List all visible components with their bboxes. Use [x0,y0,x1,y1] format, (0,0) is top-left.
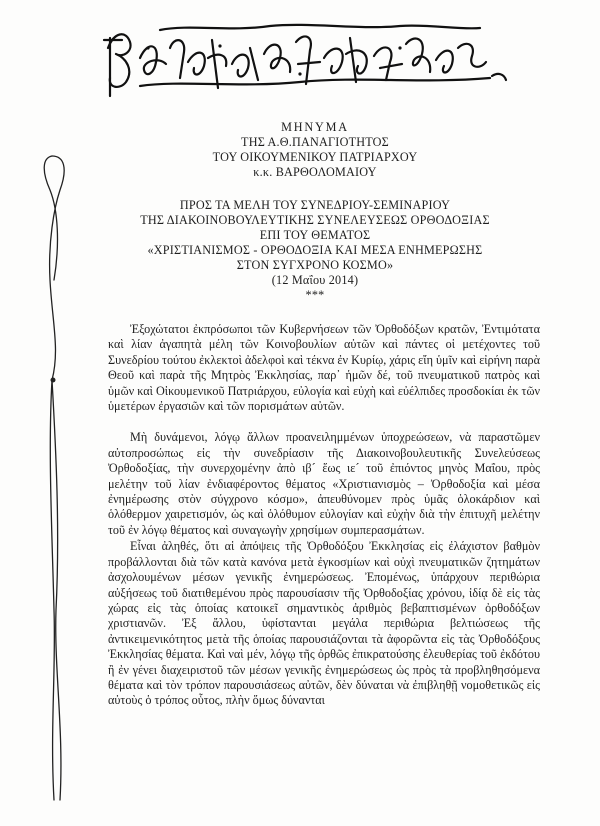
subject-line: ΕΠΙ ΤΟΥ ΘΕΜΑΤΟΣ [259,228,371,242]
paragraph: Μὴ δυνάμενοι, λόγῳ ἄλλων προανειλημμένων ὑποχρεώσεων, νὰ παραστῶμεν αὐτοπροσώπως εἰς τὴν συνεδρίασιν τῆς Διακοινοβουλευτικῆς Συνελεύσεως Ὀρθοδοξίας, τὴν συνερχομένην ἀπὸ ιβ´ ἕως ιε´ τοῦ ἐπιόντος μηνὸς Μαΐου, πρὸς μελέτην τοῦ λίαν ἐνδιαφέροντος θέματος «Χριστιανισμὸς – Ὀρθοδοξία καὶ μέσα ἐνημέρωσης στὸν σύγχρονο κόσμο», ἀπευθύνομεν πρὸς ὑμᾶς ὁλοκάρδιον καὶ ὁλόθερμον χαιρετισμόν, ὡς καὶ ὁλόθυμον εὐλογίαν καὶ εὐχὴν διὰ τὴν ἐπιτυχῆ μελέτην τοῦ ἐν λόγῳ θέματος καὶ συναγωγὴν χρησίμων συμπερασμάτων. [108,430,540,537]
title-line: ΜΗΝΥΜΑ [281,120,349,134]
paragraph: Εἶναι ἀληθές, ὅτι αἱ ἀπόψεις τῆς Ὀρθοδόξου Ἐκκλησίας εἰς ἐλάχιστον βαθμὸν προβάλλονται διὰ τῶν κατὰ κανόνα μετὰ ἐγκοσμίων καὶ οὐχὶ πνευματικῶν ζητημάτων ἀσχολουμένων μέσων γενικῆς ἐνημερώσεως. Ἐπομένως, ὑπάρχουν περιθώρια αὐξήσεως τοῦ διατιθεμένου πρὸς παρουσίασιν τῆς Ὀρθοδοξίας χρόνου, ἰδίᾳ δὲ εἰς τὰς χώρας εἰς τὰς ὁποίας κατοικεῖ σημαντικὸς ἀριθμὸς βεβαπτισμένων ὀρθοδόξων χριστιανῶν. Ἐξ ἄλλου, ὑφίστανται μεγάλα περιθώρια βελτιώσεως τῆς ἀντικειμενικότητος μετὰ τῆς ὁποίας παρουσιάζονται τὰ ἀφορῶντα εἰς τὰς Ὀρθοδόξους Ἐκκλησίας θέματα. Καὶ ναὶ μέν, λόγῳ τῆς ὀρθῶς ἐπικρατούσης ἐλευθερίας τοῦ ἐκδότου ἢ ἐν γένει διαχειριστοῦ τῶν μέσων γενικῆς ἐνημερώσεως ὡς πρὸς τὰ προβληθησόμενα θέματα καὶ τὸν τρόπον παρουσιάσεως αὐτῶν, δὲν δύναται νὰ ἐπιβληθῇ νομοθετικῶς εἰς αὐτοὺς ὁ τρόπος οὗτος, πλὴν ὅμως δύνανται [108,539,540,708]
document-body [108,322,540,709]
subject-line: ΤΗΣ ΔΙΑΚΟΙΝΟΒΟΥΛΕΥΤΙΚΗΣ ΣΥΝΕΛΕΥΣΕΩΣ ΟΡΘΟΔΟΞΙΑΣ [140,213,490,227]
title-line: ΤΟΥ ΟΙΚΟΥΜΕΝΙΚΟΥ ΠΑΤΡΙΑΡΧΟΥ [212,150,418,164]
separator-asterisks: *** [305,288,325,302]
ribbon-icon [30,150,90,820]
ribbon-seal [30,150,90,820]
document-heading [100,120,530,303]
paragraph: Ἐξοχώτατοι ἐκπρόσωποι τῶν Κυβερνήσεων τῶν Ὀρθοδόξων κρατῶν, Ἐντιμότατα καὶ λίαν ἀγαπητὰ μέλη τῶν Κοινοβουλίων αὐτῶν καὶ πάντες οἱ μετέχοντες τοῦ Συνεδρίου τούτου ἐκλεκτοὶ ἀδελφοὶ καὶ τέκνα ἐν Κυρίῳ, χάρις εἴη ὑμῖν καὶ εἰρήνη παρὰ Θεοῦ καὶ παρὰ τῆς Μητρὸς Ἐκκλησίας, παρ᾿ ἡμῶν δέ, τοῦ πνευματικοῦ πατρὸς καὶ ὑμῶν καὶ Οἰκουμενικοῦ Πατριάρχου, εὐλογία καὶ εὐχὴ καὶ εὐέλπιδες προσδοκίαι ἐκ τῶν ὑμετέρων ἐργασιῶν καὶ τῶν πορισμάτων αὐτῶν. [108,322,540,414]
signature-icon [100,18,510,108]
subject-line: ΠΡΟΣ ΤΑ ΜΕΛΗ ΤΟΥ ΣΥΝΕΔΡΙΟΥ-ΣΕΜΙΝΑΡΙΟΥ [179,198,451,212]
date-line: (12 Μαΐου 2014) [271,273,359,287]
title-line: κ.κ. ΒΑΡΘΟΛΟΜΑΙΟΥ [253,165,377,179]
subject-line: «ΧΡΙΣΤΙΑΝΙΣΜΟΣ - ΟΡΘΟΔΟΞΙΑ ΚΑΙ ΜΕΣΑ ΕΝΗΜΕΡΩΣΗΣ [147,243,483,257]
title-line: ΤΗΣ Α.Θ.ΠΑΝΑΓΙΟΤΗΤΟΣ [241,135,389,149]
subject-line: ΣΤΟΝ ΣΥΓΧΡΟΝΟ ΚΟΣΜΟ» [236,258,394,272]
patriarch-signature [100,18,510,108]
